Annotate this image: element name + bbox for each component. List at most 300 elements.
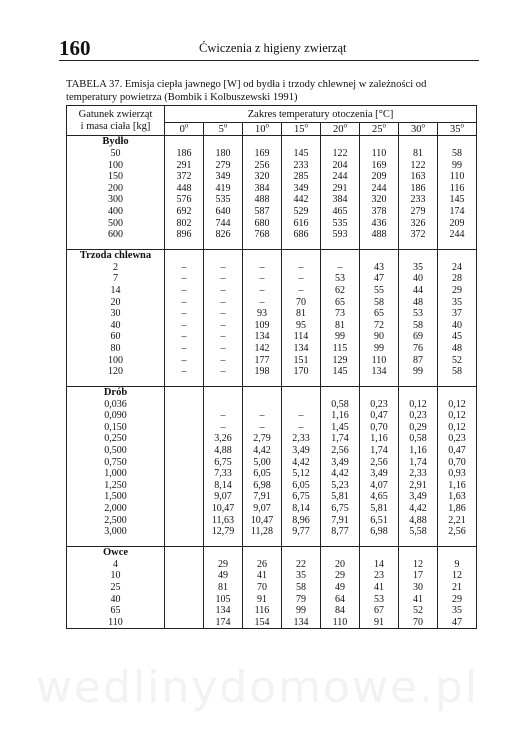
heat-value-cell: – bbox=[165, 343, 204, 355]
table-body bbox=[67, 136, 477, 629]
table-row bbox=[67, 457, 477, 469]
heat-value-cell bbox=[165, 503, 204, 515]
heat-value-cell: 448 bbox=[165, 183, 204, 195]
spacer-cell bbox=[67, 538, 165, 547]
heat-value-cell: – bbox=[204, 262, 243, 274]
heat-value-cell: 1,63 bbox=[438, 491, 477, 503]
heat-value-cell: 768 bbox=[243, 229, 282, 241]
heat-value-cell: 5,81 bbox=[321, 491, 360, 503]
heat-value-cell: 134 bbox=[360, 366, 399, 378]
heat-value-cell: 5,12 bbox=[282, 468, 321, 480]
heat-value-cell: 1,74 bbox=[360, 445, 399, 457]
heat-value-cell: – bbox=[204, 297, 243, 309]
body-mass-cell: 14 bbox=[67, 285, 165, 297]
table-row bbox=[67, 343, 477, 355]
table-row bbox=[67, 515, 477, 527]
empty-cell bbox=[165, 249, 204, 262]
heat-value-cell: – bbox=[243, 262, 282, 274]
heat-value-cell: 4,88 bbox=[399, 515, 438, 527]
body-mass-cell: 60 bbox=[67, 331, 165, 343]
body-mass-cell: 1,500 bbox=[67, 491, 165, 503]
body-mass-cell: 1,250 bbox=[67, 480, 165, 492]
spacer-cell bbox=[438, 241, 477, 250]
spacer-cell bbox=[360, 538, 399, 547]
heat-value-cell: 40 bbox=[438, 320, 477, 332]
heat-value-cell: 134 bbox=[282, 617, 321, 629]
group-title: Owce bbox=[67, 546, 165, 559]
heat-value-cell: 686 bbox=[282, 229, 321, 241]
table-row bbox=[67, 194, 477, 206]
heat-value-cell: 72 bbox=[360, 320, 399, 332]
heat-value-cell bbox=[165, 399, 204, 411]
heat-value-cell: – bbox=[282, 410, 321, 422]
spacer-cell bbox=[438, 538, 477, 547]
species-mass-header: Gatunek zwierząt i masa ciała [kg] bbox=[67, 106, 165, 136]
spacer-cell bbox=[243, 378, 282, 387]
group-title: Bydło bbox=[67, 136, 165, 149]
heat-value-cell: 122 bbox=[321, 148, 360, 160]
heat-value-cell: 535 bbox=[321, 218, 360, 230]
spacer-cell bbox=[67, 378, 165, 387]
heat-value-cell: 535 bbox=[204, 194, 243, 206]
empty-cell bbox=[321, 249, 360, 262]
heat-value-cell: 378 bbox=[360, 206, 399, 218]
heat-value-cell bbox=[165, 605, 204, 617]
heat-value-cell: 2,56 bbox=[438, 526, 477, 538]
table-row bbox=[67, 491, 477, 503]
heat-value-cell: 20 bbox=[321, 559, 360, 571]
spacer-cell bbox=[399, 538, 438, 547]
spacer-cell bbox=[165, 241, 204, 250]
empty-cell bbox=[282, 249, 321, 262]
table-row bbox=[67, 570, 477, 582]
heat-value-cell: – bbox=[282, 262, 321, 274]
heat-value-cell: 0,12 bbox=[438, 399, 477, 411]
heat-value-cell: 62 bbox=[321, 285, 360, 297]
page-number: 160 bbox=[59, 36, 91, 60]
heat-value-cell: 11,28 bbox=[243, 526, 282, 538]
body-mass-cell: 100 bbox=[67, 355, 165, 367]
heat-value-cell: 35 bbox=[438, 297, 477, 309]
body-mass-cell: 300 bbox=[67, 194, 165, 206]
heat-value-cell: 8,96 bbox=[282, 515, 321, 527]
group-header-row bbox=[67, 249, 477, 262]
spacer-cell bbox=[321, 538, 360, 547]
spacer-cell bbox=[282, 378, 321, 387]
heat-value-cell: 47 bbox=[360, 273, 399, 285]
heat-value-cell: – bbox=[321, 262, 360, 274]
body-mass-cell: 65 bbox=[67, 605, 165, 617]
heat-value-cell: 49 bbox=[204, 570, 243, 582]
heat-value-cell: 105 bbox=[204, 594, 243, 606]
heat-value-cell bbox=[282, 399, 321, 411]
heat-value-cell: 2,91 bbox=[399, 480, 438, 492]
heat-value-cell: 8,14 bbox=[204, 480, 243, 492]
group-title: Drób bbox=[67, 386, 165, 399]
heat-value-cell bbox=[165, 526, 204, 538]
heat-value-cell: 436 bbox=[360, 218, 399, 230]
heat-value-cell: 142 bbox=[243, 343, 282, 355]
heat-value-cell: 6,75 bbox=[321, 503, 360, 515]
temperature-header-cell bbox=[438, 123, 477, 136]
table-row bbox=[67, 308, 477, 320]
heat-value-cell: 209 bbox=[438, 218, 477, 230]
heat-value-cell: 9,77 bbox=[282, 526, 321, 538]
table-row bbox=[67, 582, 477, 594]
heat-value-cell: 4,07 bbox=[360, 480, 399, 492]
heat-value-cell: 2,21 bbox=[438, 515, 477, 527]
heat-value-cell: 2,56 bbox=[321, 445, 360, 457]
body-mass-cell: 0,250 bbox=[67, 433, 165, 445]
heat-value-cell: 110 bbox=[360, 148, 399, 160]
heat-value-cell: 134 bbox=[243, 331, 282, 343]
temperature-range-header: Zakres temperatury otoczenia [°C] bbox=[165, 106, 477, 123]
heat-value-cell: 349 bbox=[282, 183, 321, 195]
heat-value-cell: 279 bbox=[399, 206, 438, 218]
heat-value-cell: 6,98 bbox=[243, 480, 282, 492]
heat-value-cell: 91 bbox=[360, 617, 399, 629]
table-row bbox=[67, 617, 477, 629]
spacer-cell bbox=[399, 241, 438, 250]
heat-value-cell: 73 bbox=[321, 308, 360, 320]
heat-value-cell: – bbox=[204, 285, 243, 297]
temperature-header-cell bbox=[243, 123, 282, 136]
heat-value-cell: – bbox=[165, 366, 204, 378]
heat-value-cell: 122 bbox=[399, 160, 438, 172]
spacer-cell bbox=[243, 241, 282, 250]
heat-value-cell: 5,58 bbox=[399, 526, 438, 538]
heat-value-cell: 109 bbox=[243, 320, 282, 332]
degree-mark: o bbox=[382, 121, 386, 129]
empty-cell bbox=[165, 386, 204, 399]
heat-value-cell: 186 bbox=[165, 148, 204, 160]
heat-value-cell: 6,05 bbox=[243, 468, 282, 480]
heat-value-cell: 12 bbox=[399, 559, 438, 571]
heat-value-cell: 1,16 bbox=[399, 445, 438, 457]
heat-value-cell: 90 bbox=[360, 331, 399, 343]
group-header-row bbox=[67, 546, 477, 559]
temperature-value: 35 bbox=[450, 123, 461, 135]
heat-value-cell: 169 bbox=[360, 160, 399, 172]
empty-cell bbox=[360, 249, 399, 262]
temperature-value: 25 bbox=[372, 123, 383, 135]
heat-value-cell: 488 bbox=[243, 194, 282, 206]
heat-value-cell: 70 bbox=[282, 297, 321, 309]
heat-value-cell: 81 bbox=[321, 320, 360, 332]
heat-value-cell: 529 bbox=[282, 206, 321, 218]
body-mass-cell: 150 bbox=[67, 171, 165, 183]
heat-value-cell: 174 bbox=[204, 617, 243, 629]
caption-line-2: temperatury powietrza (Bombik i Kolbuszewski 1991) bbox=[66, 92, 298, 103]
heat-value-cell: 0,70 bbox=[360, 422, 399, 434]
spacer-cell bbox=[438, 378, 477, 387]
table-row bbox=[67, 594, 477, 606]
empty-cell bbox=[321, 386, 360, 399]
heat-value-cell: – bbox=[282, 422, 321, 434]
heat-value-cell: 285 bbox=[282, 171, 321, 183]
spacer-cell bbox=[282, 241, 321, 250]
spacer-cell bbox=[204, 538, 243, 547]
heat-value-cell: – bbox=[204, 343, 243, 355]
heat-value-cell bbox=[165, 617, 204, 629]
heat-value-cell: 53 bbox=[360, 594, 399, 606]
spacer-cell bbox=[360, 378, 399, 387]
heat-value-cell: 145 bbox=[321, 366, 360, 378]
degree-mark: o bbox=[265, 121, 269, 129]
spacer-cell bbox=[165, 378, 204, 387]
temperature-header-cell bbox=[282, 123, 321, 136]
spacer-cell bbox=[321, 378, 360, 387]
heat-value-cell: – bbox=[165, 355, 204, 367]
heat-value-cell: 145 bbox=[438, 194, 477, 206]
group-title: Trzoda chlewna bbox=[67, 249, 165, 262]
degree-mark: o bbox=[223, 121, 228, 129]
heat-value-cell: 9 bbox=[438, 559, 477, 571]
body-mass-cell: 1,000 bbox=[67, 468, 165, 480]
page-header bbox=[59, 36, 479, 61]
table-row bbox=[67, 218, 477, 230]
table-row bbox=[67, 605, 477, 617]
temperature-value: 15 bbox=[294, 123, 305, 135]
heat-value-cell: – bbox=[204, 273, 243, 285]
heat-value-cell: 48 bbox=[399, 297, 438, 309]
heat-value-cell: 23 bbox=[360, 570, 399, 582]
heat-value-cell: 55 bbox=[360, 285, 399, 297]
empty-cell bbox=[204, 136, 243, 149]
body-mass-cell: 100 bbox=[67, 160, 165, 172]
heat-value-cell: 58 bbox=[399, 320, 438, 332]
heat-value-cell: 384 bbox=[243, 183, 282, 195]
empty-cell bbox=[243, 249, 282, 262]
heat-value-cell bbox=[165, 594, 204, 606]
heat-value-cell: 0,23 bbox=[360, 399, 399, 411]
heat-value-cell: 244 bbox=[321, 171, 360, 183]
heat-value-cell: 58 bbox=[438, 366, 477, 378]
temperature-value: 10 bbox=[255, 123, 266, 135]
heat-value-cell: 0,12 bbox=[399, 399, 438, 411]
heat-value-cell: – bbox=[243, 285, 282, 297]
heat-value-cell: 10,47 bbox=[243, 515, 282, 527]
heat-value-cell: 84 bbox=[321, 605, 360, 617]
heat-value-cell: 110 bbox=[438, 171, 477, 183]
empty-cell bbox=[399, 546, 438, 559]
heat-value-cell: 3,49 bbox=[321, 457, 360, 469]
body-mass-cell: 20 bbox=[67, 297, 165, 309]
heat-value-cell: 256 bbox=[243, 160, 282, 172]
heat-value-cell: 802 bbox=[165, 218, 204, 230]
empty-cell bbox=[438, 546, 477, 559]
empty-cell bbox=[321, 136, 360, 149]
heat-value-cell: 291 bbox=[321, 183, 360, 195]
body-mass-cell: 500 bbox=[67, 218, 165, 230]
degree-mark: o bbox=[343, 121, 347, 129]
heat-value-cell: 48 bbox=[438, 343, 477, 355]
heat-value-cell: 896 bbox=[165, 229, 204, 241]
heat-value-cell: – bbox=[165, 273, 204, 285]
heat-value-cell: 6,05 bbox=[282, 480, 321, 492]
heat-value-cell bbox=[204, 399, 243, 411]
heat-value-cell: 4,42 bbox=[243, 445, 282, 457]
table-row bbox=[67, 366, 477, 378]
heat-value-cell: 0,12 bbox=[438, 410, 477, 422]
table-row bbox=[67, 559, 477, 571]
heat-value-cell: 576 bbox=[165, 194, 204, 206]
heat-value-cell: 45 bbox=[438, 331, 477, 343]
heat-value-cell: 53 bbox=[399, 308, 438, 320]
heat-value-cell: 53 bbox=[321, 273, 360, 285]
spacer-cell bbox=[204, 241, 243, 250]
heat-value-cell: 1,45 bbox=[321, 422, 360, 434]
temperature-value: 5 bbox=[218, 123, 224, 135]
heat-value-cell: 7,91 bbox=[321, 515, 360, 527]
heat-value-cell: 14 bbox=[360, 559, 399, 571]
heat-value-cell: 114 bbox=[282, 331, 321, 343]
table-row bbox=[67, 285, 477, 297]
heat-value-cell: 6,75 bbox=[282, 491, 321, 503]
heat-value-cell: 81 bbox=[204, 582, 243, 594]
heat-value-cell: 320 bbox=[360, 194, 399, 206]
spacer-cell bbox=[204, 378, 243, 387]
heat-value-cell: – bbox=[204, 422, 243, 434]
empty-cell bbox=[360, 546, 399, 559]
heat-value-cell: 41 bbox=[243, 570, 282, 582]
heat-value-cell: 744 bbox=[204, 218, 243, 230]
table-row bbox=[67, 468, 477, 480]
empty-cell bbox=[282, 386, 321, 399]
heat-value-cell: 99 bbox=[360, 343, 399, 355]
spacer-cell bbox=[165, 538, 204, 547]
empty-cell bbox=[165, 546, 204, 559]
heat-value-cell: 29 bbox=[438, 285, 477, 297]
body-mass-cell: 25 bbox=[67, 582, 165, 594]
heat-value-cell: 279 bbox=[204, 160, 243, 172]
body-mass-cell: 3,000 bbox=[67, 526, 165, 538]
heat-value-cell: 5,81 bbox=[360, 503, 399, 515]
heat-value-cell: 65 bbox=[321, 297, 360, 309]
empty-cell bbox=[399, 136, 438, 149]
empty-cell bbox=[399, 386, 438, 399]
heat-value-cell: 22 bbox=[282, 559, 321, 571]
heat-value-cell: 43 bbox=[360, 262, 399, 274]
table-row bbox=[67, 503, 477, 515]
heat-value-cell: – bbox=[204, 355, 243, 367]
heat-value-cell: 0,12 bbox=[438, 422, 477, 434]
heat-value-cell: 198 bbox=[243, 366, 282, 378]
heat-value-cell: 81 bbox=[399, 148, 438, 160]
temperature-header-cell bbox=[399, 123, 438, 136]
heat-value-cell: 10,47 bbox=[204, 503, 243, 515]
heat-value-cell: – bbox=[243, 422, 282, 434]
group-header-row bbox=[67, 386, 477, 399]
heat-value-cell: 1,16 bbox=[321, 410, 360, 422]
degree-mark: o bbox=[184, 121, 189, 129]
heat-value-cell: 233 bbox=[282, 160, 321, 172]
body-mass-cell: 0,150 bbox=[67, 422, 165, 434]
empty-cell bbox=[204, 386, 243, 399]
heat-value-cell: 47 bbox=[438, 617, 477, 629]
heat-value-cell: 384 bbox=[321, 194, 360, 206]
heat-value-cell bbox=[165, 491, 204, 503]
body-mass-cell: 40 bbox=[67, 594, 165, 606]
table-row bbox=[67, 410, 477, 422]
heat-value-cell: 0,70 bbox=[438, 457, 477, 469]
heat-value-cell: 145 bbox=[282, 148, 321, 160]
heat-value-cell: 95 bbox=[282, 320, 321, 332]
heat-value-cell: 91 bbox=[243, 594, 282, 606]
heat-value-cell: 12,79 bbox=[204, 526, 243, 538]
heat-value-cell: 4,42 bbox=[321, 468, 360, 480]
heat-value-cell: 134 bbox=[204, 605, 243, 617]
heat-value-cell: 99 bbox=[399, 366, 438, 378]
table-row bbox=[67, 399, 477, 411]
heat-value-cell: 52 bbox=[399, 605, 438, 617]
heat-value-cell: 3,49 bbox=[399, 491, 438, 503]
body-mass-cell: 4 bbox=[67, 559, 165, 571]
heat-value-cell: 0,47 bbox=[438, 445, 477, 457]
heat-value-cell: 87 bbox=[399, 355, 438, 367]
spacer-cell bbox=[243, 538, 282, 547]
heat-value-cell: 70 bbox=[399, 617, 438, 629]
heat-value-cell: 3,49 bbox=[360, 468, 399, 480]
body-mass-cell: 80 bbox=[67, 343, 165, 355]
spacer-cell bbox=[67, 241, 165, 250]
heat-value-cell: 29 bbox=[321, 570, 360, 582]
spacer-cell bbox=[321, 241, 360, 250]
heat-value-cell: 163 bbox=[399, 171, 438, 183]
heat-value-cell: 372 bbox=[165, 171, 204, 183]
heat-value-cell: 6,51 bbox=[360, 515, 399, 527]
heat-value-cell: 692 bbox=[165, 206, 204, 218]
heat-value-cell: 37 bbox=[438, 308, 477, 320]
spacer-cell bbox=[360, 241, 399, 250]
heat-value-cell: 4,42 bbox=[282, 457, 321, 469]
empty-cell bbox=[321, 546, 360, 559]
heat-value-cell: 93 bbox=[243, 308, 282, 320]
heat-value-cell: 1,86 bbox=[438, 503, 477, 515]
heat-value-cell: 110 bbox=[360, 355, 399, 367]
heat-value-cell: 180 bbox=[204, 148, 243, 160]
temperature-value: 30 bbox=[411, 123, 422, 135]
heat-value-cell: – bbox=[165, 285, 204, 297]
heat-value-cell: 79 bbox=[282, 594, 321, 606]
spacer-cell bbox=[282, 538, 321, 547]
heat-value-cell: 28 bbox=[438, 273, 477, 285]
heat-value-cell: 177 bbox=[243, 355, 282, 367]
watermark: wedlinydomowe.pl bbox=[35, 662, 480, 713]
body-mass-cell: 50 bbox=[67, 148, 165, 160]
degree-mark: o bbox=[421, 121, 425, 129]
body-mass-cell: 0,500 bbox=[67, 445, 165, 457]
running-title: Ćwiczenia z higieny zwierząt bbox=[199, 41, 347, 55]
heat-value-cell: 12 bbox=[438, 570, 477, 582]
heat-value-cell: 65 bbox=[360, 308, 399, 320]
heat-value-cell: – bbox=[243, 297, 282, 309]
body-mass-cell: 0,090 bbox=[67, 410, 165, 422]
empty-cell bbox=[438, 386, 477, 399]
degree-mark: o bbox=[460, 121, 465, 129]
heat-value-cell: 17 bbox=[399, 570, 438, 582]
group-header-row bbox=[67, 136, 477, 149]
heat-value-cell: 6,98 bbox=[360, 526, 399, 538]
heat-value-cell: 110 bbox=[321, 617, 360, 629]
heat-value-cell: 4,65 bbox=[360, 491, 399, 503]
heat-value-cell: 30 bbox=[399, 582, 438, 594]
heat-value-cell: 2,79 bbox=[243, 433, 282, 445]
heat-value-cell: 244 bbox=[438, 229, 477, 241]
temperature-header-cell bbox=[321, 123, 360, 136]
heat-value-cell: 169 bbox=[243, 148, 282, 160]
heat-value-cell: 244 bbox=[360, 183, 399, 195]
